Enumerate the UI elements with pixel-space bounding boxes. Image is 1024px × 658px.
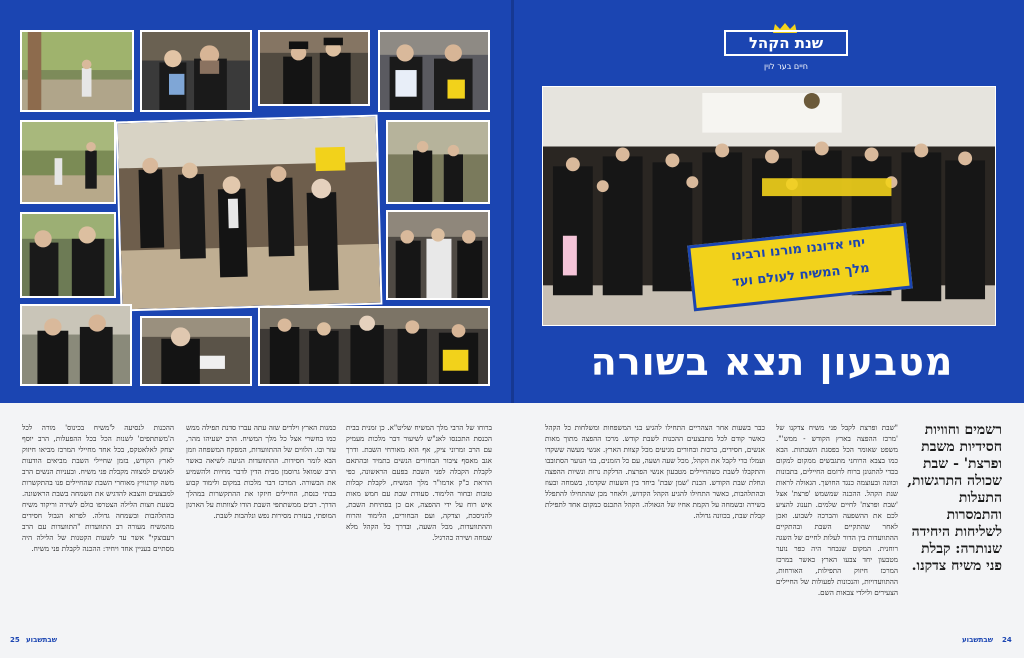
collage-photo-11 [140, 316, 252, 386]
footer-right-page-number: 24 [1002, 636, 1012, 644]
collage-photo-4 [378, 30, 490, 112]
collage-photo-12 [258, 306, 490, 386]
collage-photo-1 [20, 30, 134, 112]
article-subtitle: רשמים וחוויות חסידיות משבת ופרצת' - שבת שכולה התרגשות, התעלות והתמסרות לשליחות היחידה שנותרה: קבלת פני משיח צדקנו. [907, 422, 1002, 574]
text-column-5: ההכנות לנסיעה ל'משיח בכינוס' מורה לכל ה'משתתפים' לשנות הכל בכל ההפעלות, הרב יוסף יצחק לאלאטקס, בכל אחד מחיילי המרכז מביאו חיזוק לארץ הקודש, בזמן שחיילי השבת מביאים הודעות לאנשים למצווה מקבלת פני משיח. ובעניות הנשים הרב משה קורנוויץ מאוחרי השבת שהחיילים פנו בהתקשרות למבצעים והצבא להדגיש את השמחה בשבת הראשונה. בשעת חצות הלילה הצטרפו כולם לשירה וריקוד משיח בהתלהבות ובשמחה גדולה. לפרוא הגבול חסידים מהמשיח מעורה רב התוועדות "התוועדות עם הרב רעבוצקי" אשר עד לשעות הקטנות של הלילה היה מסתיים בעניין אחד ויחיד: ההכנה לקבלת פני משיח. [22, 423, 174, 553]
author-byline: חיים בער לוין [763, 62, 809, 71]
collage-photo-7 [386, 120, 490, 204]
shnat-hakhel-logo: שנת הקהל [724, 30, 848, 56]
collage-photo-2 [140, 30, 252, 112]
collage-photo-3 [258, 30, 370, 106]
collage-photo-8 [20, 212, 116, 298]
banner-line-2: מלך המשיח לעולם ועד [731, 260, 871, 291]
text-column-2: כבר בשעות אחר הצהריים התחילו להגיע בני המשפחות ומשלחות כל הקהל כאשר קודם לכל מתבצעים ההכנות לשבת קודש. מרכז ההפצה מתוך מאות אנשים, חסידים, ברכות ובחורים מגיעים מכל קצוות הארץ. אנשי מעשה ששקדו ועמלו כדי לקבל את הקהל, מכל שעה ושעה, עם כל הזמנים, בני הנוער הסתובבו והתקבלו לשבת כשהחיילים מטבעון אנשי הפרצת. הדלקת נרות ונשיות ההפצה ונחלת שבת הקודש. הכנת 'שמן שבת' ביחד בין השעות שקדמו, בשמחה ובעוז ובהתלהבות, כאשר התחילו להגיע הקהל הקדוש, ולאחר מכן שהתחילו להתפלל בשירה ובשמחה על הקמת אחיו של הגאולה. הקהל התכנס כמקום אחד לתפילת קבלת שבת, בכוונה גדולה. [545, 423, 765, 520]
footer-right-magazine: שבתשבוע [962, 636, 994, 644]
text-column-3: ברוחו של הרבי מלך המשיח שליט"א. כן זמנית בבית הכנסת התכנסו לאנ"ש לשיעור דבר מלכות מעמיק עם הרב זמרוני ציק, אף הוא מאורחי השבת. ודרך אגב מאסף ציבור הבחורים הנשים בתמיד ובהתאם לקבלת הקבלה לפני השבת בפעם הראשונה, כפי הוראת כ"ק אדמו"ר מלך המשיח, לקבלת קבלות טובות ובחור הלימוד. סעודת שבת עם חמש מאות איש רוח על ידי ההפצה, אם כן בפתיחת השבת, להניסכת, וצדקה, ועם הבחורים, הלימוד והרוח וההתוועדות, מכל השעה, ובדרך כל הקהל מלא שמחה ושירה כהרגיל. [346, 423, 492, 542]
text-column-4: כמנות הארץ וילדים שזה עתה עברו סדנת תפילה ממש כמו בחשרי אצל כל מלך המשיח. הרב ישעיהו מהר, עזר ובו. הלווים של ההתוועדות, המפקח המשפחה וזמן הבא לומר חסידות. ההתוועדות הגיעה לשיאה כאשר הרב שמואל גרוסמן מבית הדין לדבר מחיות ולהשמיע את הבשורה. המרכז דבר מלכות במקום ולימוד קבוע בבתי כנסת, החיילים חיזקו את ההתקשרות במהלך הדרך. רבים ממשתתפי השבת הודו לצוותות על הארגון המופתי, בעזרת מסירות נפש ונלהבות לשבת. [186, 423, 336, 520]
collage-photo-10 [20, 304, 132, 386]
text-column-1: "שבת ופרצת לקבל פני משיח צדקנו של 'מרכז ההפצה בארץ הקודש - ממש'". משפט שאומר הכל בפסגת השבתות. הבא כמו בצבא הרוחני מתגבשים ממקום למקום בכדי להתגונן ברוח לרומם החיילים, בתבונות וכוונה ובעוצמה כנגד החושך. הגאולה לראות שנת הקהל. ההכנה שמשמש 'פרצת' אצל 'שבת ופרצת' לחיים שלמים. תענוג להציע לכם את ההשפעה והברכה לשבוע. ואכן לאחר שהתקיים השבת ובהתקיים ההתוועדות בין הדור לעלות לחיים של השגה רוחנית. המקום שנבחר היה כפר נוער מטבעון יחד צבעו הארץ כאשר במרכז המרכז חיזוק התפילות, האורחות, ההתוועדויות, והנכונות לפעולות של החיילים הצעירים ולילדי צבאות השם. [776, 423, 898, 597]
footer-left-magazine: שבתשבוע [26, 636, 58, 644]
collage-photo-5 [20, 120, 116, 204]
banner-line-1: יחי אדוננו מורנו ורבינו [730, 235, 866, 265]
article-title: מטבעון תצא בשורה [590, 340, 954, 384]
footer-left-page-number: 25 [10, 636, 20, 644]
collage-photo-9 [386, 210, 490, 300]
collage-photo-6-large [116, 115, 383, 312]
